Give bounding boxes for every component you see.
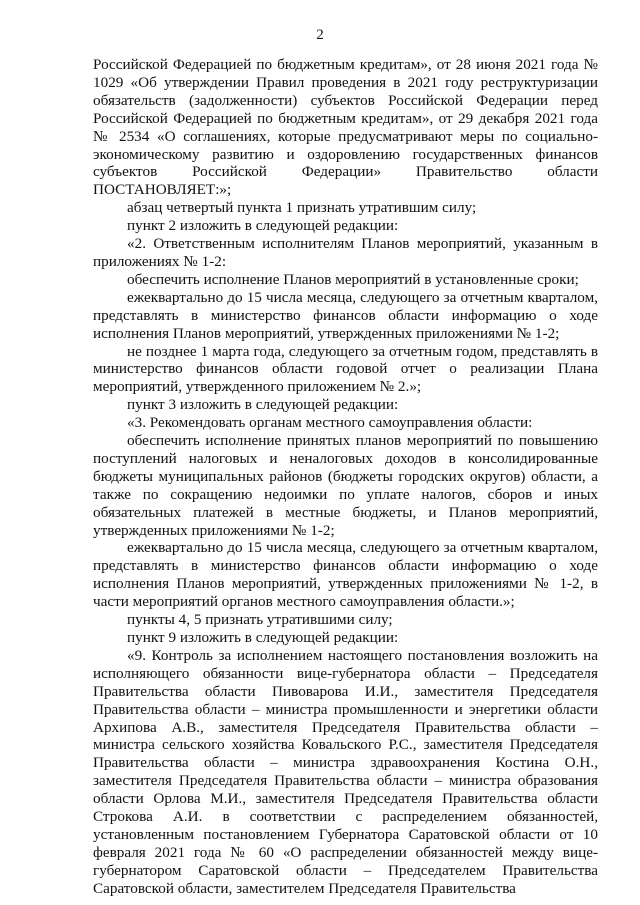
paragraph-item-2-heading: пункт 2 изложить в следующей редакции: — [127, 217, 399, 235]
paragraph-item-3-heading: пункт 3 изложить в следующей редакции: — [127, 396, 399, 414]
paragraph-intro-continuation: Российской Федерацией по бюджетным кредитам», от 28 июня 2021 года № 1029 «Об утверждении Правил проведения в 2021 году реструктуризации обязательств (задолженности) субъектов Российской Федерации перед Российской Федерацией по бюджетным кредитам», от 29 декабря 2021 года № 2534 «О соглашениях, которые предусматривают меры по социально-экономическому развитию и оздоровлению государственных финансов субъектов Российской Федерации» Правительство области ПОСТАНОВЛЯЕТ:»; — [93, 56, 598, 199]
paragraph-item-1: абзац четвертый пункта 1 признать утратившим силу; — [127, 199, 477, 217]
paragraph-clause-9: «9. Контроль за исполнением настоящего постановления возложить на исполняющего обязанности вице-губернатора области – Председателя Правительства области Пивоварова И.И., заместителя Председателя Правительства области – министра промышленности и энергетики области Архипова А.В., заместителя Председателя Правительства области – министра сельского хозяйства Ковальского Р.С., заместителя Председателя Правительства области – министра здравоохранения Костина О.Н., заместителя Председателя Правительства области – министра образования области Орлова М.И., заместителя Председателя Правительства области Строкова А.И. в соответствии с распределением обязанностей, установленным постановлением Губернатора Саратовской области от 10 февраля 2021 года № 60 «О распределении обязанностей между вице-губернатором Саратовской области – Председателем Правительства Саратовской области, заместителем Председателя Правительства — [93, 646, 598, 897]
paragraph-items-4-5: пункты 4, 5 признать утратившими силу; — [127, 611, 393, 629]
page-number: 2 — [316, 27, 324, 43]
paragraph-item-9-heading: пункт 9 изложить в следующей редакции: — [127, 629, 399, 646]
paragraph-clause-2: «2. Ответственным исполнителям Планов мероприятий, указанным в приложениях № 1-2: — [93, 235, 598, 270]
document-body — [93, 56, 598, 898]
paragraph-clause-3-a: обеспечить исполнение принятых планов мероприятий по повышению поступлений налоговых и неналоговых доходов в консолидированные бюджеты муниципальных районов (бюджеты городских округов) области, а также по сокращению недоимки по уплате налогов, сборов и иных обязательных платежей в местные бюджеты, и Планов мероприятий, утвержденных приложениями № 1-2; — [93, 432, 598, 539]
paragraph-clause-3-b: ежеквартально до 15 числа месяца, следующего за отчетным кварталом, представлять в министерство финансов области информацию о ходе исполнения Планов мероприятий, утвержденных приложениями № 1-2, в части мероприятий органов местного самоуправления области.»; — [93, 539, 598, 611]
paragraph-clause-2-b: ежеквартально до 15 числа месяца, следующего за отчетным кварталом, представлять в министерство финансов области информацию о ходе исполнения Планов мероприятий, утвержденных приложениями № 1-2; — [93, 288, 598, 342]
paragraph-clause-2-a: обеспечить исполнение Планов мероприятий в установленные сроки; — [127, 270, 579, 288]
paragraph-clause-3: «3. Рекомендовать органам местного самоуправления области: — [127, 414, 533, 432]
paragraph-clause-2-c: не позднее 1 марта года, следующего за отчетным годом, представлять в министерство финансов области годовой отчет о реализации Плана мероприятий, утвержденного приложением № 2.»; — [93, 342, 598, 396]
